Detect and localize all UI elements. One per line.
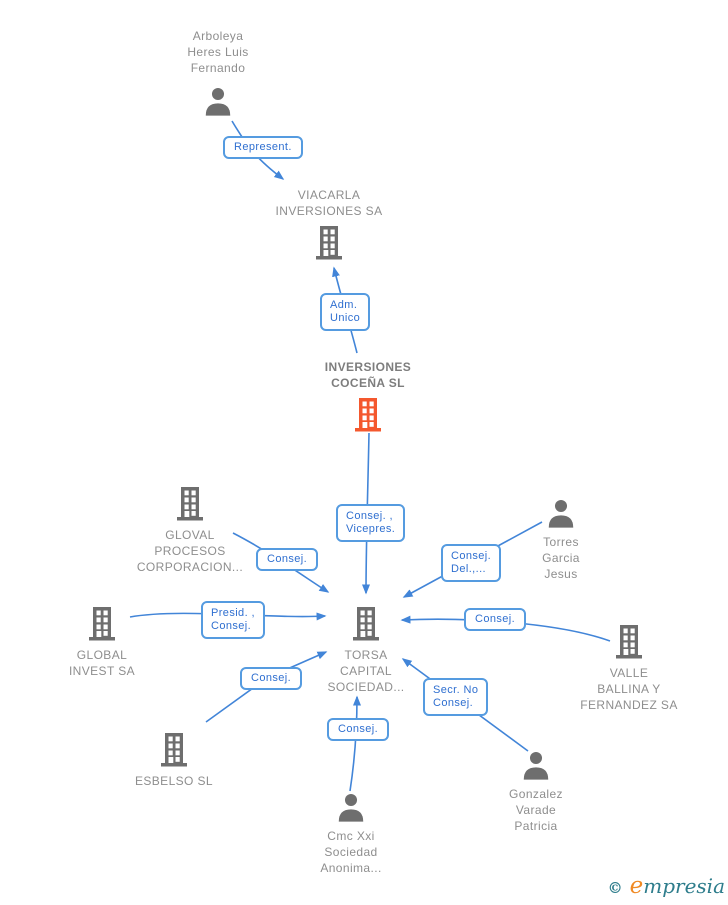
relation-label-consej-vicepres[interactable]: Consej. , Vicepres. [336,504,405,542]
building-icon-highlight [351,397,385,433]
building-icon [173,486,207,522]
entity-valle-ballina-y-fernandez-sa[interactable] [554,624,704,713]
person-icon [335,792,367,823]
person-icon [520,750,552,781]
entity-name: Gonzalez Varade Patricia [509,787,563,833]
relation-label-represent[interactable]: Represent. [223,136,303,159]
brand-rest: mpresia [643,874,725,898]
brand-name [630,873,725,899]
empresia-watermark [608,873,725,899]
entity-name: TORSA CAPITAL SOCIEDAD... [327,648,405,694]
entity-cmc-xxi-sociedad-anonima[interactable] [276,792,426,876]
entity-gonzalez-varade-patricia[interactable] [461,750,611,834]
entity-name: VALLE BALLINA Y FERNANDEZ SA [580,666,678,712]
relation-label-adm-unico[interactable]: Adm. Unico [320,293,370,331]
relation-label-secr-no-consej[interactable]: Secr. No Consej. [423,678,488,716]
entity-viacarla-inversiones-sa[interactable] [254,187,404,261]
entity-arboleya-heres-luis-fernando[interactable] [143,28,293,117]
person-icon [202,86,234,117]
building-icon [157,732,191,768]
brand-initial: e [629,873,644,899]
entity-name: Cmc Xxi Sociedad Anonima... [320,829,382,875]
building-icon [85,606,119,642]
relation-label-consej-del[interactable]: Consej. Del.,... [441,544,501,582]
entity-torsa-capital-sociedad[interactable] [291,606,441,695]
relation-label-consej-esbelso[interactable]: Consej. [240,667,302,690]
building-icon [349,606,383,642]
entity-torres-garcia-jesus[interactable] [486,498,636,582]
relation-label-presid-consej[interactable]: Presid. , Consej. [201,601,265,639]
building-icon [612,624,646,660]
entity-name: Arboleya Heres Luis Fernando [187,29,249,75]
entity-name: GLOBAL INVEST SA [68,648,136,678]
relation-label-consej-gloval[interactable]: Consej. [256,548,318,571]
edge-consej-cmc [350,697,357,791]
entity-esbelso-sl[interactable] [99,732,249,789]
entity-name: GLOVAL PROCESOS CORPORACION... [136,528,244,574]
entity-name: Torres Garcia Jesus [542,535,580,581]
entity-name: INVERSIONES COCEÑA SL [324,360,412,390]
entity-name: VIACARLA INVERSIONES SA [275,188,383,218]
entity-inversiones-cocena-sl[interactable] [293,359,443,433]
building-icon [312,225,346,261]
relation-label-consej-valle[interactable]: Consej. [464,608,526,631]
relation-label-consej-cmc[interactable]: Consej. [327,718,389,741]
entity-name: ESBELSO SL [134,774,214,788]
copyright-icon: © [607,879,623,897]
entity-global-invest-sa[interactable] [27,606,177,679]
entity-gloval-procesos-corporacion[interactable] [115,486,265,575]
person-icon [545,498,577,529]
